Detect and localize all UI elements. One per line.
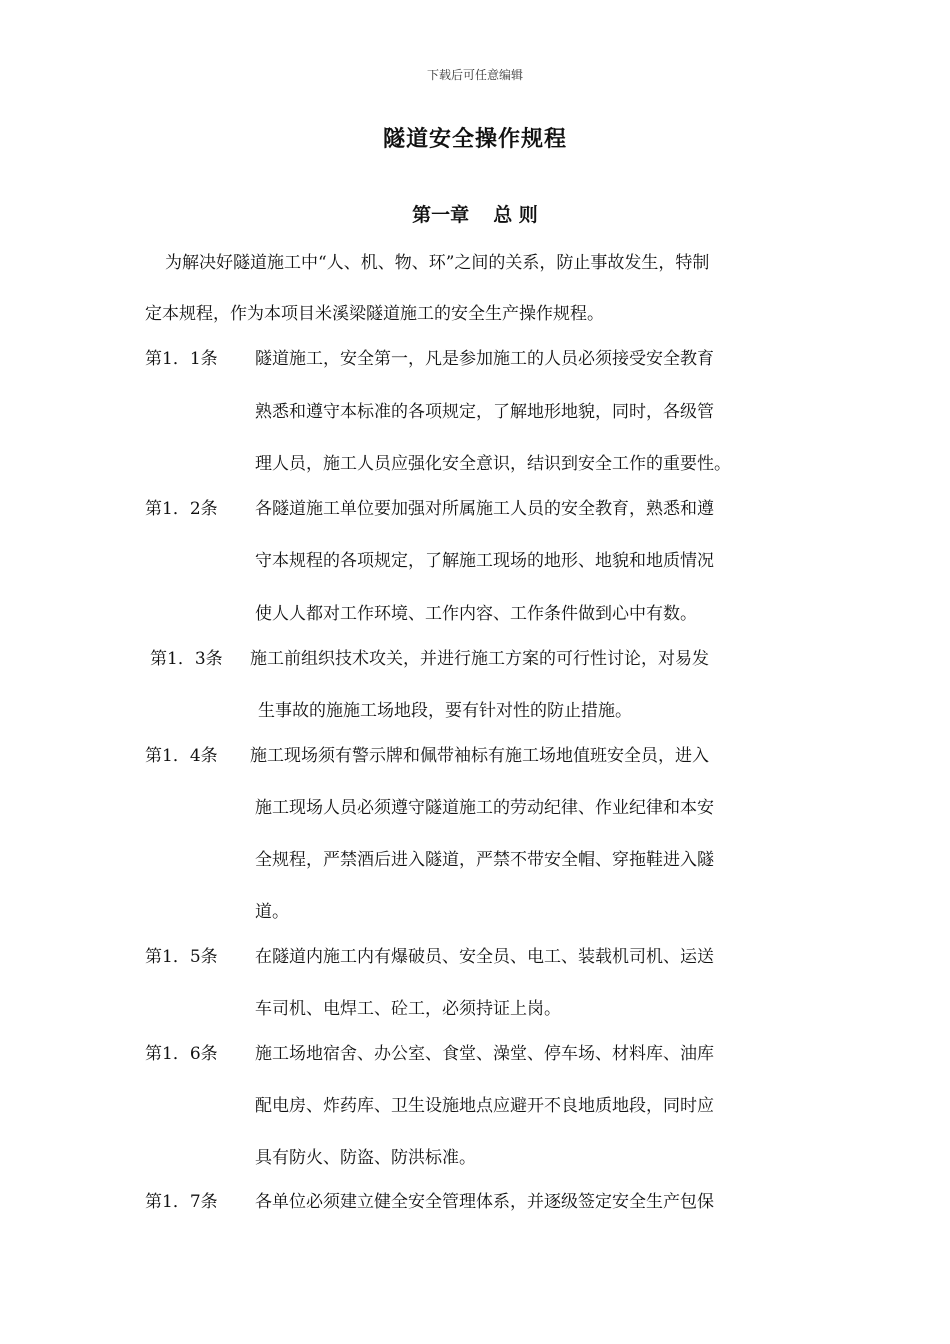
article-line: 配电房、炸药库、卫生设施地点应避开不良地质地段，同时应 [255,1096,714,1116]
article-number: 第1．4条 [145,746,218,766]
document-title: 隧道安全操作规程 [382,127,567,152]
article-number: 第1．7条 [145,1192,218,1212]
article-number: 第1．5条 [145,947,218,967]
article-line: 道。 [255,902,289,922]
article-number: 第1．2条 [145,499,218,519]
article-line: 全规程，严禁酒后进入隧道，严禁不带安全帽、穿拖鞋进入隧 [255,850,714,870]
article-line: 理人员，施工人员应强化安全意识，结识到安全工作的重要性。 [255,454,731,474]
article-line: 各单位必须建立健全安全管理体系，并逐级签定安全生产包保 [255,1192,714,1212]
header-note: 下载后可任意编辑 [426,68,523,82]
article-line: 施工现场须有警示牌和佩带袖标有施工场地值班安全员，进入 [250,746,709,766]
article-line: 各隧道施工单位要加强对所属施工人员的安全教育，熟悉和遵 [255,499,714,519]
article-line: 施工前组织技术攻关，并进行施工方案的可行性讨论，对易发 [250,649,709,669]
article-line: 生事故的施施工场地段，要有针对性的防止措施。 [258,701,632,721]
intro-line-2: 定本规程，作为本项目米溪梁隧道施工的安全生产操作规程。 [145,304,604,324]
article-number: 第1．3条 [150,649,223,669]
intro-line-1: 为解决好隧道施工中“人、机、物、环”之间的关系，防止事故发生，特制 [165,253,710,273]
article-line: 守本规程的各项规定，了解施工现场的地形、地貌和地质情况 [255,551,714,571]
article-number: 第1．1条 [145,349,218,369]
article-line: 车司机、电焊工、砼工，必须持证上岗。 [255,999,561,1019]
chapter-name: 总 则 [493,204,538,226]
article-line: 使人人都对工作环境、工作内容、工作条件做到心中有数。 [255,604,697,624]
article-line: 熟悉和遵守本标准的各项规定，了解地形地貌，同时，各级管 [255,402,714,422]
article-line: 隧道施工，安全第一，凡是参加施工的人员必须接受安全教育 [255,349,714,369]
article-number: 第1．6条 [145,1044,218,1064]
chapter-label: 第一章 [412,204,470,226]
article-line: 在隧道内施工内有爆破员、安全员、电工、装载机司机、运送 [255,947,714,967]
article-line: 具有防火、防盗、防洪标准。 [255,1148,476,1168]
article-line: 施工现场人员必须遵守隧道施工的劳动纪律、作业纪律和本安 [255,798,714,818]
article-line: 施工场地宿舍、办公室、食堂、澡堂、停车场、材料库、油库 [255,1044,714,1064]
chapter-heading [0,200,950,227]
